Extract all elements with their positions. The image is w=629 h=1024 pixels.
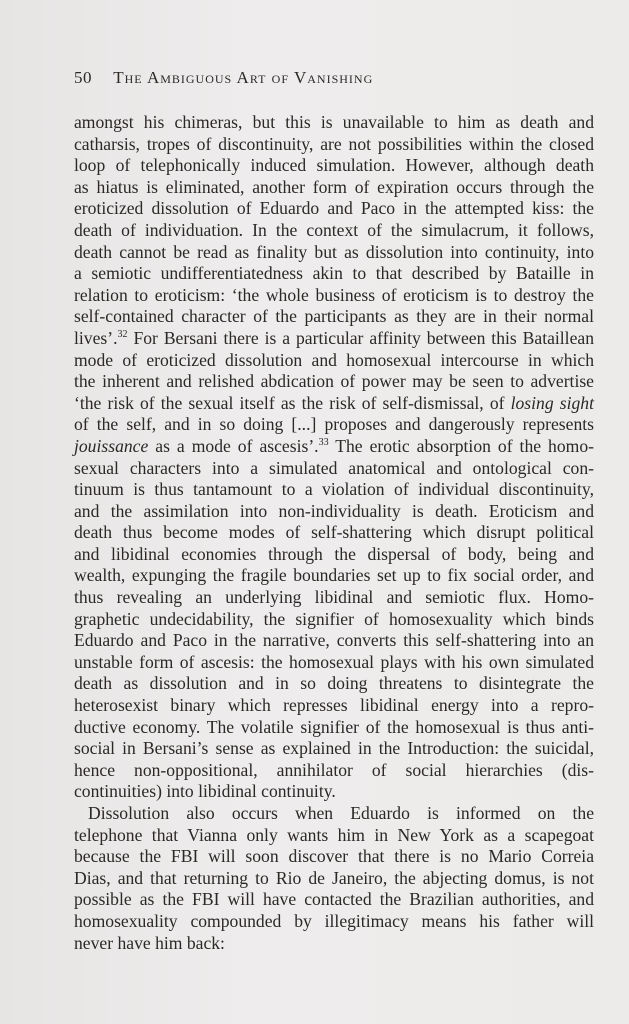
text-line: Dias, and that returning to Rio de Janeiro, the abjecting domus, is not (74, 867, 594, 888)
text-line: ‘the risk of the sexual itself as the risk of self-dismissal, of losing sight (74, 392, 594, 413)
text-line: sexual characters into a simulated anatomical and ontological con- (74, 457, 594, 478)
text-line: eroticized dissolution of Eduardo and Paco in the attempted kiss: the (74, 198, 594, 219)
text-line: the inherent and relished abdication of power may be seen to advertise (74, 371, 594, 392)
text-line: social in Bersani’s sense as explained in the Introduction: the suicidal, (74, 738, 594, 759)
text-line: jouissance as a mode of ascesis’.$^{33}$ The erotic absorption of the homo- (74, 435, 594, 456)
text-line: lives’.$^{32}$ For Bersani there is a particular affinity between this Bataillean (74, 327, 594, 348)
text-line: relation to eroticism: ‘the whole business of eroticism is to destroy the (74, 284, 594, 305)
italic-text: jouissance (74, 435, 149, 456)
text-line: as hiatus is eliminated, another form of expiration occurs through the (74, 176, 594, 197)
text-line: amongst his chimeras, but this is unavailable to him as death and (74, 112, 594, 132)
text-line: continuities) into libidinal continuity. (74, 781, 336, 802)
text-line: loop of telephonically induced simulation. However, although death (74, 155, 594, 176)
italic-text: losing sight (510, 392, 594, 413)
text-line: and libidinal economies through the dispersal of body, being and (74, 543, 594, 564)
text-line: and the assimilation into non-individuality is death. Eroticism and (74, 500, 594, 521)
footnote-marker: 33 (318, 436, 329, 448)
text-line: ductive economy. The volatile signifier of the homosexual is thus anti- (74, 716, 594, 737)
text-line: Dissolution also occurs when Eduardo is informed on the (88, 803, 594, 823)
footnote-marker: 32 (117, 328, 128, 340)
text-line: Eduardo and Paco in the narrative, converts this self-shattering into an (74, 630, 594, 651)
text-line: because the FBI will soon discover that there is no Mario Correia (74, 846, 594, 867)
text-line: self-contained character of the participants as they are in their normal (74, 306, 594, 327)
text-line: catharsis, tropes of discontinuity, are not possibilities within the closed (74, 133, 594, 154)
running-head (74, 68, 373, 88)
page-number: 50 (74, 68, 92, 87)
text-line: hence non-oppositional, annihilator of social hierarchies (dis- (74, 759, 594, 780)
text-line: a semiotic undifferentiatedness akin to that described by Bataille in (74, 263, 594, 284)
text-line: never have him back: (74, 932, 225, 953)
text-line: death cannot be read as finality but as dissolution into continuity, into (74, 241, 594, 262)
text-line: wealth, expunging the fragile boundaries set up to fix social order, and (74, 565, 594, 586)
text-line: unstable form of ascesis: the homosexual plays with his own simulated (74, 651, 594, 672)
text-line: death of individuation. In the context of the simulacrum, it follows, (74, 219, 594, 240)
text-line: thus revealing an underlying libidinal and semiotic flux. Homo- (74, 587, 594, 608)
text-line: tinuum is thus tantamount to a violation of individual discontinuity, (74, 479, 594, 500)
paragraph-2 (74, 803, 594, 954)
text-line: possible as the FBI will have contacted the Brazilian authorities, and (74, 889, 594, 910)
body-text (74, 112, 594, 954)
text-line: graphetic undecidability, the signifier of homosexuality which binds (74, 608, 594, 629)
text-line: mode of eroticized dissolution and homosexual intercourse in which (74, 349, 594, 370)
text-line: telephone that Vianna only wants him in New York as a scapegoat (74, 824, 594, 845)
running-title: The Ambiguous Art of Vanishing (113, 68, 374, 87)
text-line: homosexuality compounded by illegitimacy means his father will (74, 910, 594, 931)
text-line: death thus become modes of self-shattering which disrupt political (74, 522, 594, 543)
text-line: death as dissolution and in so doing threatens to disintegrate the (74, 673, 594, 694)
text-line: heterosexist binary which represses libidinal energy into a repro- (74, 695, 594, 716)
text-line: of the self, and in so doing [...] proposes and dangerously represents (74, 414, 594, 435)
paragraph-1 (74, 112, 594, 803)
